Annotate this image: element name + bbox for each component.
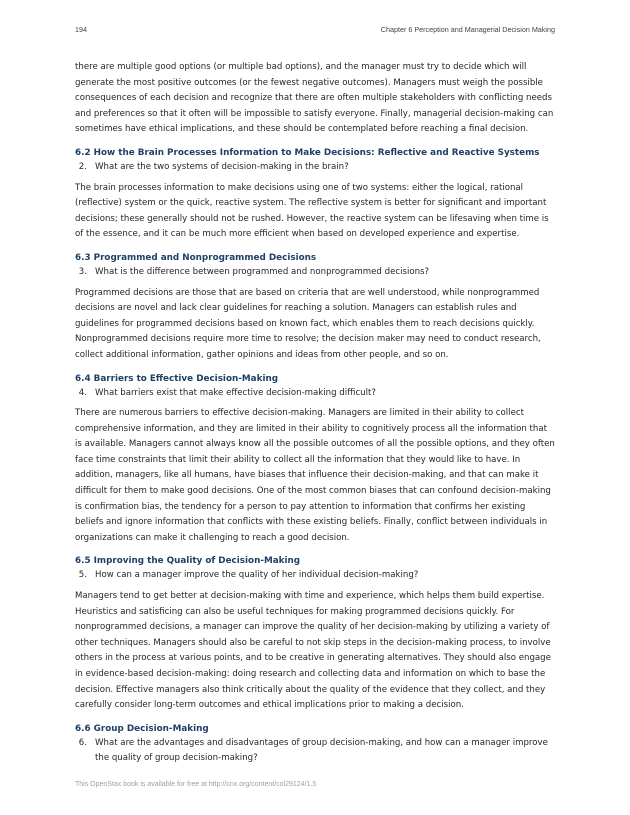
question-number: 2. [78,161,87,172]
section-heading: 6.6 Group Decision-Making [75,723,209,734]
answer-paragraph: The brain processes information to make decisions using one of two systems: either the logical, rational (reflective) system or the quick, reactive system. The reflective system is better for significant and important decisions; these generally should not be rushed. However, the reactive system can be lifesaving when time is of the essence, and it can be much more efficient when based on developed experience and expertise. [75,182,549,240]
review-question [75,265,556,281]
section-6-4 [75,372,556,547]
question-text: What are the advantages and disadvantages of group decision-making, and how can a manager improve the quality of group decision-making? [95,737,548,764]
intro-paragraph: there are multiple good options (or multiple bad options), and the manager must try to decide which will generate the most positive outcomes (or the fewest negative outcomes). Managers must weigh the possible consequences of each decision and recognize that there are often multiple stakeholders with conflicting needs and preferences so that it often will be impossible to satisfy everyone. Finally, managerial decision-making can sometimes have ethical implications, and these should be contemplated before reaching a final decision. [75,62,554,135]
question-number: 6. [78,737,87,748]
page-number: 194 [75,25,87,34]
answer-paragraph: Programmed decisions are those that are based on criteria that are well understood, while nonprogrammed decisions are novel and lack clear guidelines for reaching a solution. Managers can establish rules and guidelines for programmed decisions based on known fact, which enables them to reach decisions quickly. Nonprogrammed decisions require more time to resolve; the decision maker may need to conduct research, collect additional information, gather opinions and ideas from other people, and so on. [75,287,541,360]
section-heading: 6.4 Barriers to Effective Decision-Making [75,373,279,384]
review-question [75,386,556,402]
question-text: What are the two systems of decision-making in the brain? [95,161,349,172]
question-text: What barriers exist that make effective decision-making difficult? [95,387,376,398]
section-heading: 6.5 Improving the Quality of Decision-Making [75,556,301,567]
question-number: 3. [78,266,87,277]
review-question [75,160,556,176]
section-heading: 6.2 How the Brain Processes Information to Make Decisions: Reflective and Reactive Systems [75,147,540,158]
question-text: What is the difference between programmed and nonprogrammed decisions? [95,266,430,277]
page-footer: This OpenStax book is available for free at http://cnx.org/content/col29124/1.5 [75,781,317,788]
question-text: How can a manager improve the quality of her individual decision-making? [95,570,419,581]
section-6-2 [75,146,556,243]
question-number: 5. [78,570,87,581]
review-question [75,568,556,584]
page-content [75,60,556,772]
section-6-3 [75,251,556,364]
answer-paragraph: Managers tend to get better at decision-making with time and experience, which helps them build expertise. Heuristics and satisficing can also be useful techniques for making programmed decisions quickly. For nonprogrammed decisions, a manager can improve the quality of her decision-making by utilizing a variety of other techniques. Managers should also be careful to not skip steps in the decision-making process, to involve others in the process at various points, and to be creative in generating alternatives. They should also engage in evidence-based decision-making: doing research and collecting data and information on which to base the decision. Effective managers also think critically about the quality of the evidence that they collect, and they carefully consider long-term outcomes and ethical implications prior to making a decision. [75,591,551,711]
section-heading: 6.3 Programmed and Nonprogrammed Decisions [75,252,317,263]
section-6-6 [75,722,556,767]
chapter-title: Chapter 6 Perception and Managerial Decision Making [380,25,555,34]
running-header [75,25,555,37]
review-question [75,736,556,767]
section-6-5 [75,554,556,713]
question-number: 4. [78,387,87,398]
answer-paragraph: There are numerous barriers to effective decision-making. Managers are limited in their ability to collect comprehensive information, and they are limited in their ability to cognitively process all the information that is available. Managers cannot always know all the possible outcomes of all the possible options, and they often face time constraints that limit their ability to collect all the information that they would like to have. In addition, managers, like all humans, have biases that influence their decision-making, and that can make it difficult for them to make good decisions. One of the most common biases that can confound decision-making is confirmation bias, the tendency for a person to pay attention to information that confirms her existing beliefs and ignore information that conflicts with these existing beliefs. Finally, conflict between individuals in organizations can make it challenging to reach a good decision. [75,408,555,543]
